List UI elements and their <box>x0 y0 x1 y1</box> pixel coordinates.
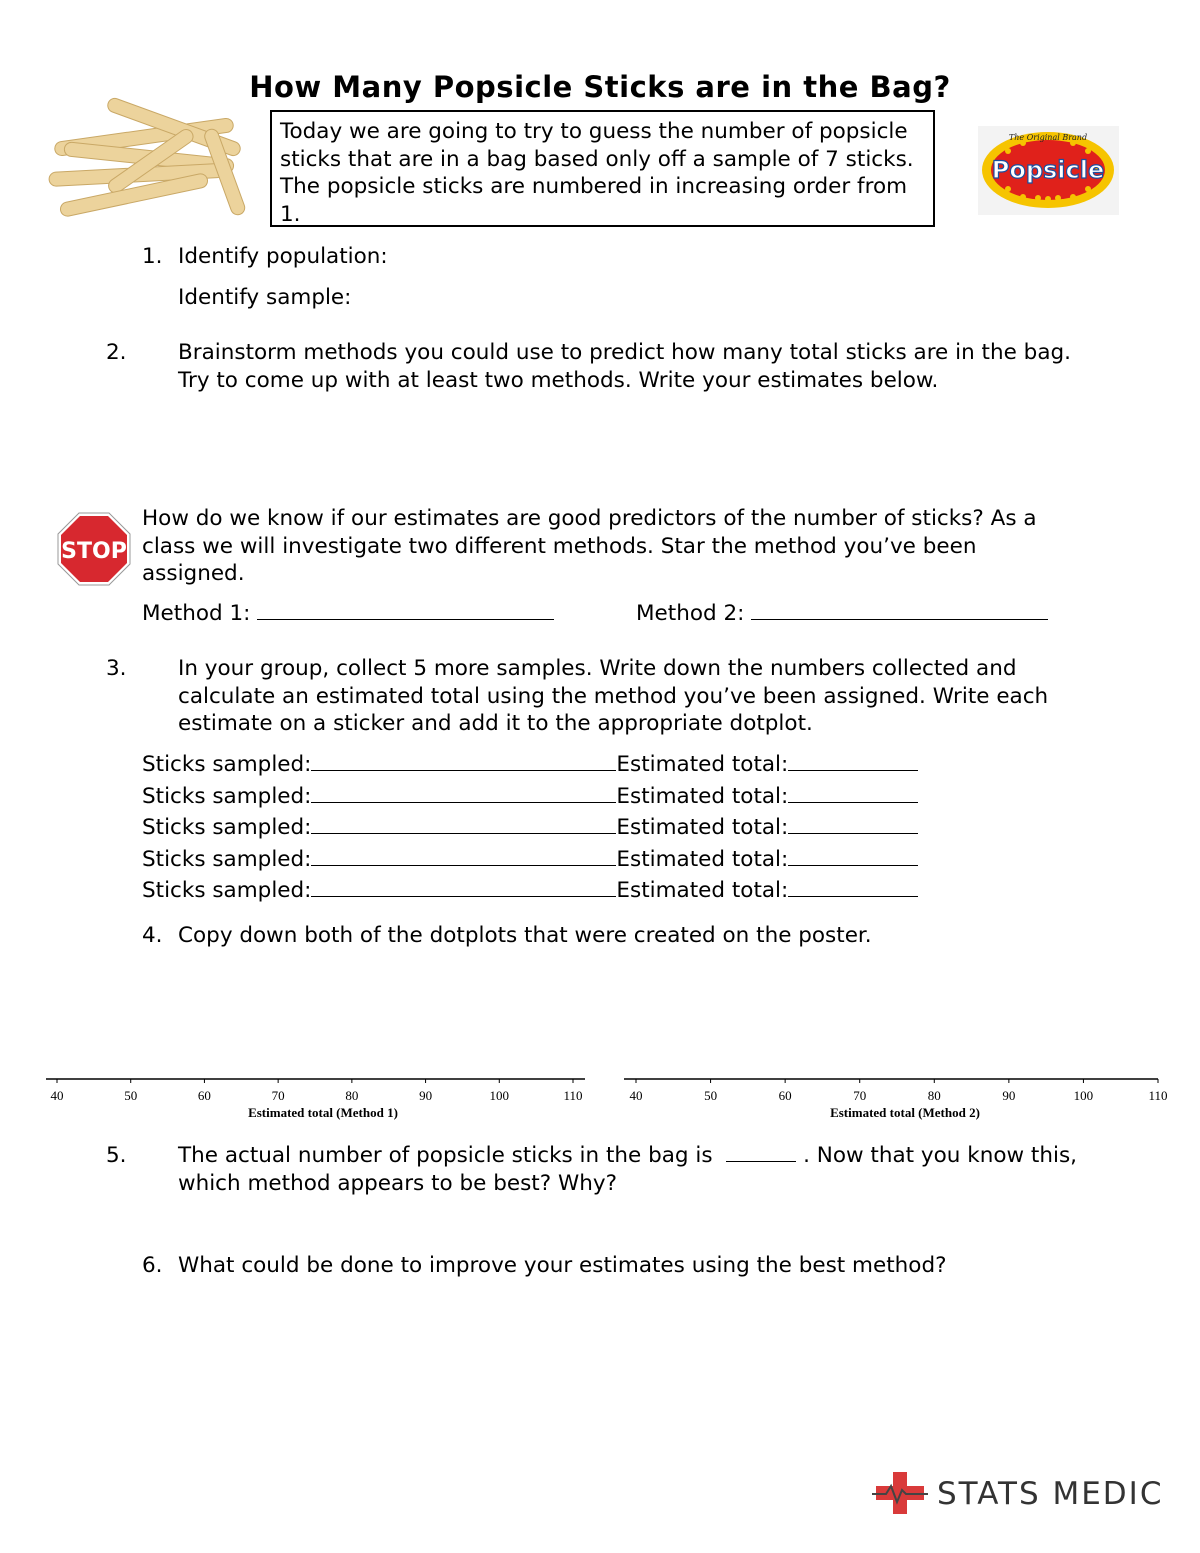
popsicle-sticks-image <box>44 100 254 235</box>
sticks-sampled-blank[interactable] <box>311 865 616 866</box>
sticks-sampled-blank[interactable] <box>311 896 616 897</box>
question-number: 1. <box>142 244 163 269</box>
sticks-sampled-label: Sticks sampled: <box>142 846 312 872</box>
tick-label: 70 <box>271 1088 285 1103</box>
question-3 <box>106 655 1098 738</box>
page-title: How Many Popsicle Sticks are in the Bag? <box>249 70 951 104</box>
stop-text: How do we know if our estimates are good predictors of the number of sticks? As a class we will investigate two different methods. Star the method you’ve been assigned. <box>142 506 1037 586</box>
question-number: 4. <box>142 923 163 948</box>
tick-label: 100 <box>489 1088 510 1103</box>
dotplot-method-2 <box>620 1070 1168 1125</box>
estimated-total-blank[interactable] <box>788 770 918 771</box>
tick-label: 60 <box>197 1088 211 1103</box>
question-text: In your group, collect 5 more samples. Write down the numbers collected and calculate an estimated total using the method you’ve been assigned. Write each estimate on a sticker and add it to the appropriate dotplot. <box>178 656 1049 736</box>
tick-label: 40 <box>50 1088 64 1103</box>
estimated-total-label: Estimated total: <box>616 783 789 809</box>
sticks-sampled-blank[interactable] <box>311 833 616 834</box>
tick-label: 90 <box>419 1088 433 1103</box>
stats-medic-text: STATS MEDIC <box>937 1476 1164 1512</box>
sample-rows <box>142 751 918 909</box>
axis-title: Estimated total (Method 2) <box>830 1105 980 1120</box>
axis-title: Estimated total (Method 1) <box>248 1105 398 1120</box>
popsicle-logo-brand: Popsicle <box>991 156 1105 184</box>
sticks-sampled-label: Sticks sampled: <box>142 783 312 809</box>
estimated-total-blank[interactable] <box>788 802 918 803</box>
method-1-blank[interactable] <box>257 619 554 620</box>
tick-label: 110 <box>1148 1088 1168 1103</box>
method-2-label: Method 2: <box>636 601 745 626</box>
popsicle-logo-graphic <box>978 126 1119 215</box>
method-2 <box>636 600 1048 628</box>
popsicle-logo-tagline: The Original Brand <box>1008 133 1088 142</box>
question-number: 6. <box>142 1253 163 1278</box>
sample-row <box>142 783 918 815</box>
sticks-sampled-blank[interactable] <box>311 770 616 771</box>
question-1 <box>142 243 1042 271</box>
tick-label: 80 <box>927 1088 941 1103</box>
sample-row <box>142 877 918 909</box>
estimated-total-blank[interactable] <box>788 833 918 834</box>
tick-label: 90 <box>1002 1088 1016 1103</box>
intro-box: Today we are going to try to guess the number of popsicle sticks that are in a bag based only off a sample of 7 sticks. The popsicle sticks are numbered in increasing order from 1. <box>270 110 935 227</box>
method-1-label: Method 1: <box>142 601 251 626</box>
estimated-total-label: Estimated total: <box>616 878 789 903</box>
question-number: 2. <box>106 340 127 365</box>
dotplot-method-1 <box>40 1070 595 1125</box>
question-6 <box>142 1252 1062 1280</box>
tick-label: 80 <box>345 1088 359 1103</box>
tick-label: 100 <box>1073 1088 1094 1103</box>
identify-sample-label: Identify sample: <box>178 285 352 310</box>
question-4 <box>142 922 1062 950</box>
sticks-sampled-label: Sticks sampled: <box>142 815 312 840</box>
sample-row <box>142 846 918 878</box>
question-number: 5. <box>106 1143 127 1168</box>
question-text: Copy down both of the dotplots that were created on the poster. <box>178 923 872 948</box>
estimated-total-label: Estimated total: <box>616 815 789 840</box>
sample-row <box>142 814 918 846</box>
sticks-sampled-blank[interactable] <box>311 802 616 803</box>
stats-medic-logo <box>872 1470 1172 1520</box>
question-5 <box>106 1142 1098 1197</box>
sticks-sampled-label: Sticks sampled: <box>142 878 312 903</box>
tick-label: 40 <box>629 1088 643 1103</box>
method-2-blank[interactable] <box>751 619 1048 620</box>
popsicle-logo <box>978 126 1119 215</box>
tick-label: 50 <box>124 1088 138 1103</box>
question-text: What could be done to improve your estimates using the best method? <box>178 1253 947 1278</box>
question-text-part2: . Now that you know this, which method appears to be best? Why? <box>178 1143 1077 1196</box>
question-2 <box>106 339 1098 394</box>
estimated-total-blank[interactable] <box>788 896 918 897</box>
actual-number-blank[interactable] <box>726 1161 796 1162</box>
tick-label: 50 <box>704 1088 718 1103</box>
tick-label: 70 <box>853 1088 867 1103</box>
question-number: 3. <box>106 656 127 681</box>
estimated-total-blank[interactable] <box>788 865 918 866</box>
question-text: Brainstorm methods you could use to predict how many total sticks are in the bag. Try to come up with at least two methods. Write your estimates below. <box>178 340 1071 393</box>
stop-sign-text: STOP <box>61 539 127 564</box>
tick-label: 110 <box>563 1088 583 1103</box>
method-1 <box>142 600 554 628</box>
sticks-sampled-label: Sticks sampled: <box>142 752 312 777</box>
estimated-total-label: Estimated total: <box>616 846 789 872</box>
estimated-total-label: Estimated total: <box>616 752 789 777</box>
stop-sign-icon <box>57 512 131 586</box>
medical-cross-icon <box>872 1470 928 1516</box>
question-text-part1: The actual number of popsicle sticks in the bag is <box>178 1143 713 1168</box>
identify-population-label: Identify population: <box>178 244 388 269</box>
tick-label: 60 <box>778 1088 792 1103</box>
sample-row <box>142 751 918 783</box>
